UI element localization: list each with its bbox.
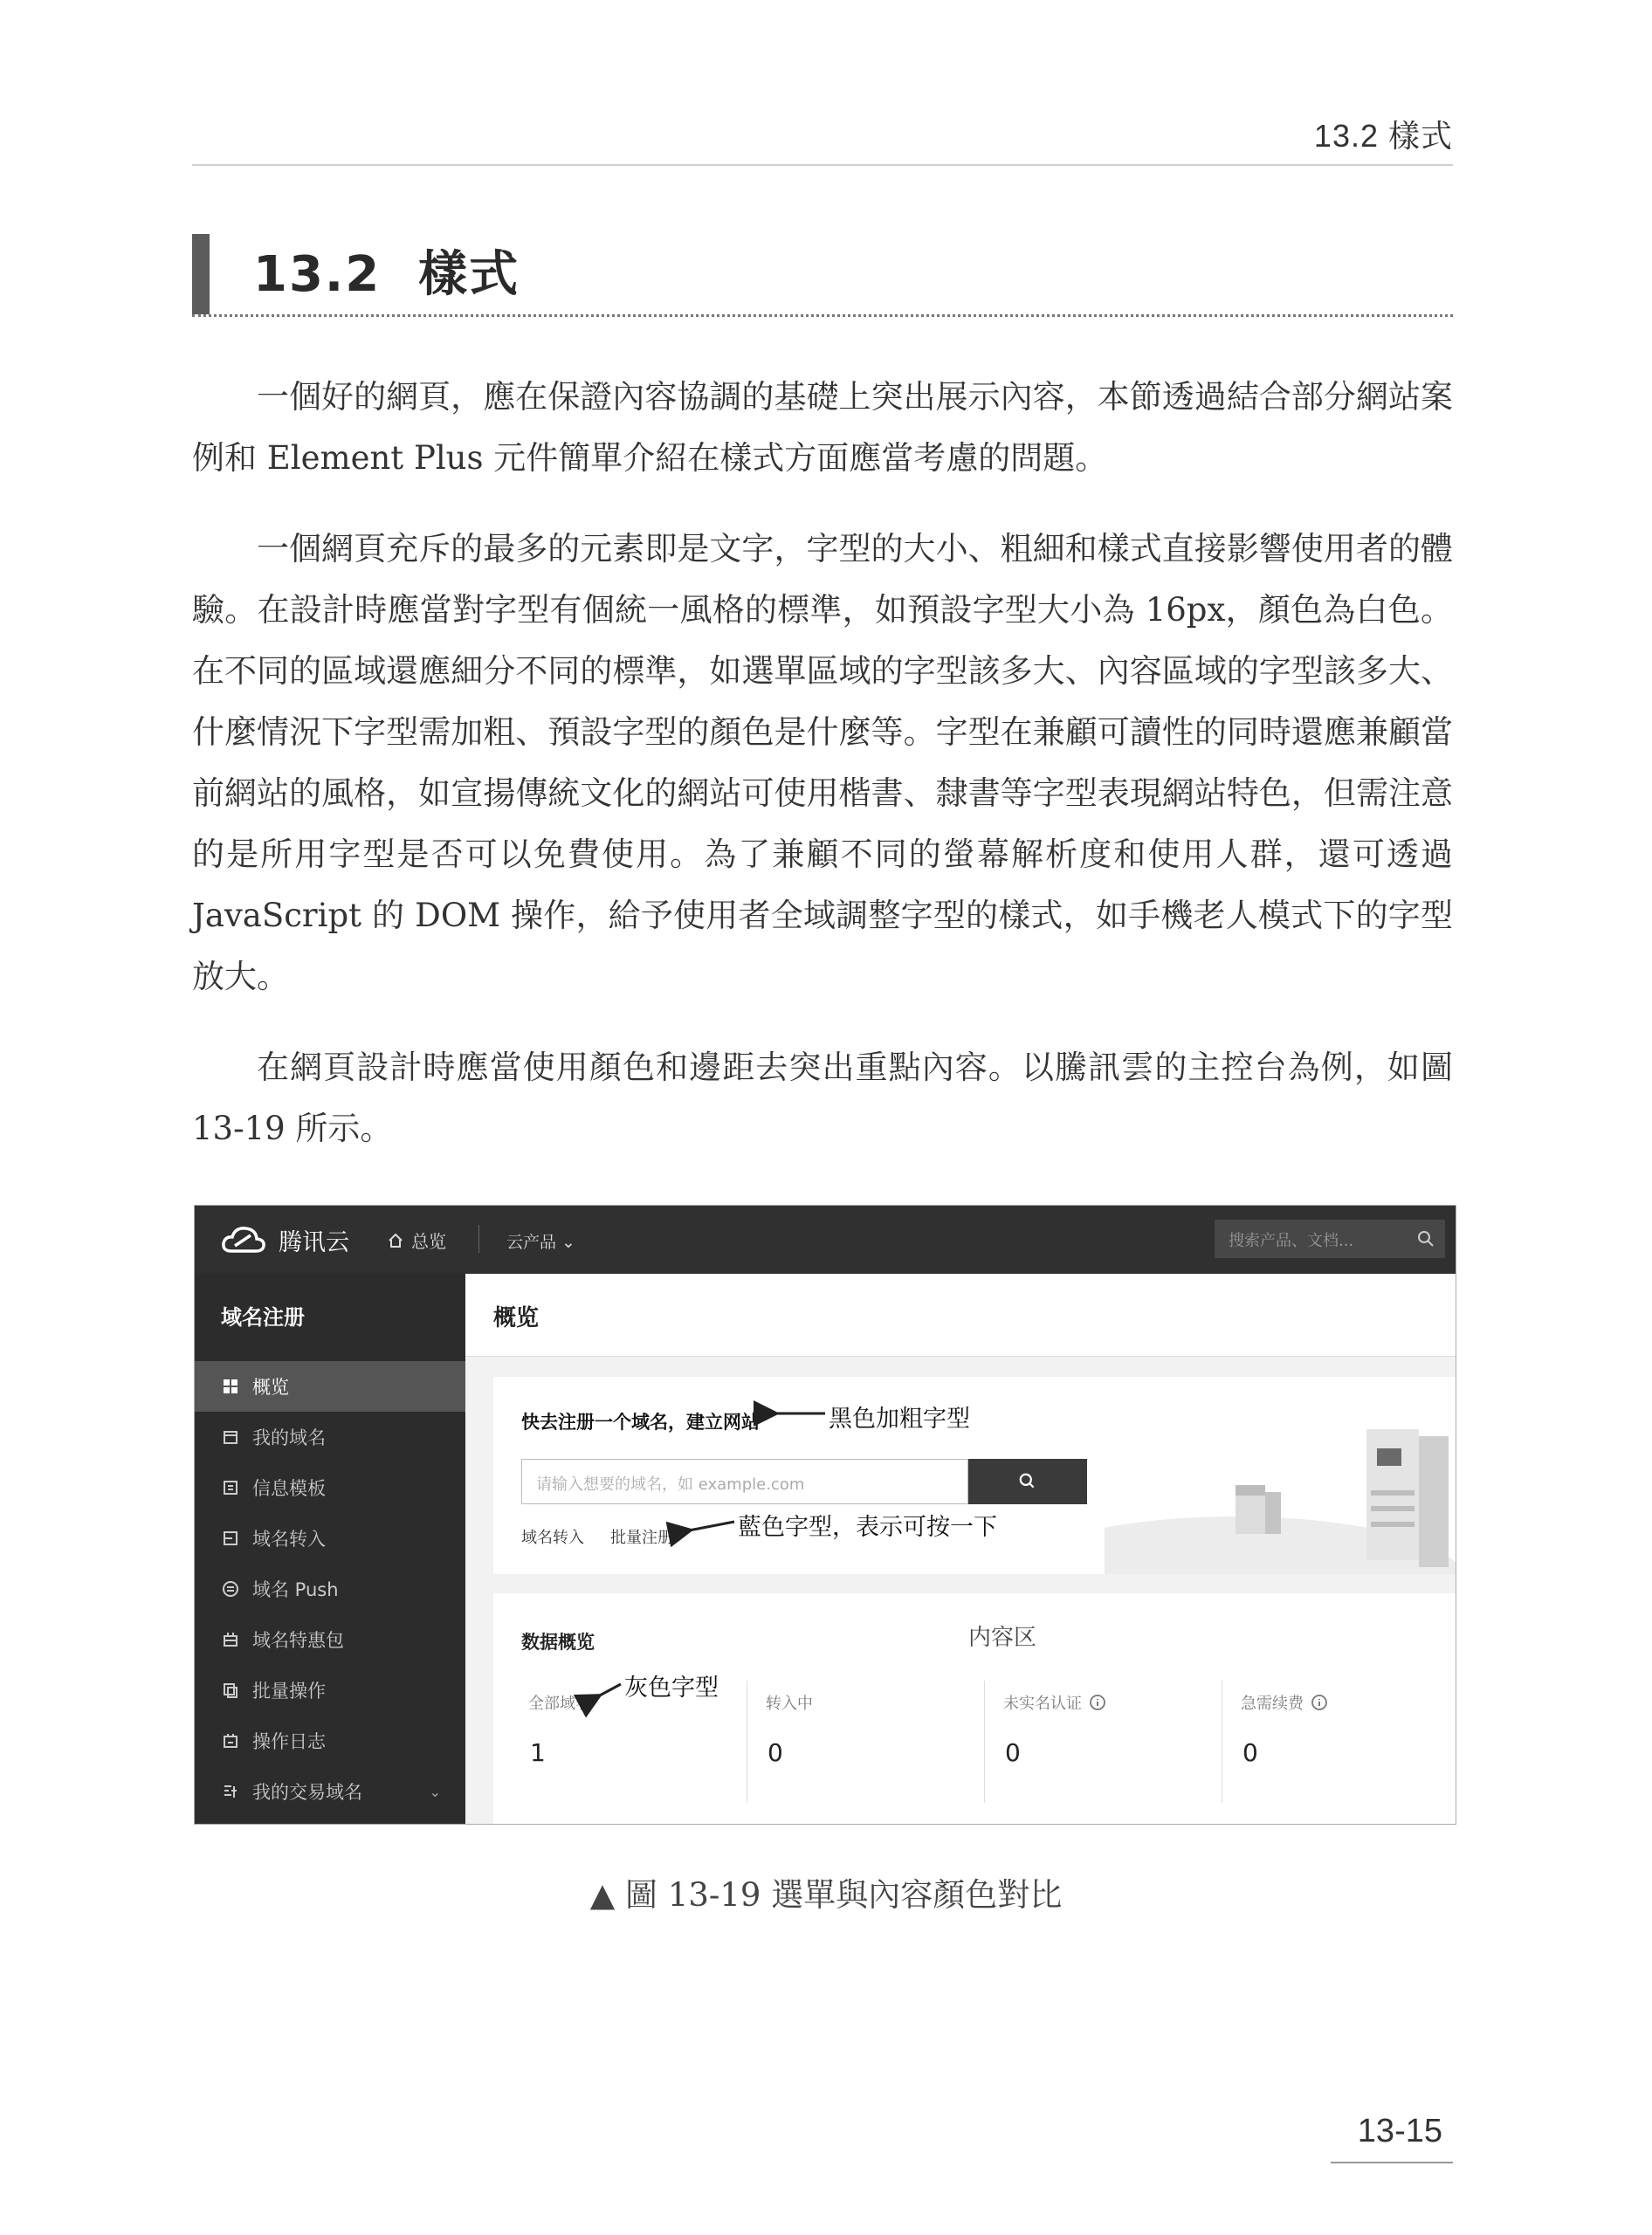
annotation-blue: 藍色字型，表示可按一下 [738,1514,997,1541]
stat-value: 0 [1005,1738,1021,1767]
section-number: 13.2 [253,246,382,303]
paragraph-3: 在網頁設計時應當使用顏色和邊距去突出重點內容。以騰訊雲的主控台為例，如圖 13-19 所示。 [192,1049,1453,1147]
stat-value: 0 [1242,1738,1258,1767]
content-area-label: 内容区 [968,1625,1037,1651]
running-head: 13.2 樣式 [1313,118,1453,154]
chevron-down-icon[interactable]: ⌄ [429,1783,441,1800]
section-title-text: 樣式 [418,246,520,303]
register-heading: 快去注册一个域名，建立网站 [521,1412,760,1433]
annotation-gray: 灰色字型 [624,1675,719,1702]
stat-label-text: 未实名认证 [1003,1695,1082,1713]
sidebar-item-label: 操作日志 [252,1731,326,1752]
nav-overview-label: 总览 [411,1231,446,1252]
page-title: 概览 [493,1305,540,1331]
transfer-in-link[interactable]: 域名转入 [521,1529,584,1547]
stat-label-text: 转入中 [766,1695,813,1713]
stat-value: 1 [530,1738,546,1767]
paragraph-2: 一個網頁充斥的最多的元素即是文字，字型的大小、粗細和樣式直接影響使用者的體驗。在設計時應當對字型有個統一風格的標準，如預設字型大小為 16px，顏色為白色。在不同的區域還應細分不同的標準，如選單區域的字型該多大、內容區域的字型該多大、什麼情況下字型需加粗、預設字型的顏色是什麼等。字型在兼顧可讀性的同時還應兼顧當前網站的風格，如宣揚傳統文化的網站可使用楷書、隸書等字型表現網站特色，但需注意的是所用字型是否可以免費使用。為了兼顧不同的螢幕解析度和使用人群，還可透過 JavaScript 的 DOM 操作，給予使用者全域調整字型的樣式，如手機老人模式下的字型放大。 [192,530,1453,995]
batch-register-link[interactable]: 批量注册 [610,1529,673,1547]
data-overview-title: 数据概览 [521,1632,595,1653]
sidebar-item-label: 域名 Push [252,1579,339,1600]
stat-value: 0 [767,1738,783,1767]
sidebar-item-label: 域名转入 [252,1529,326,1550]
sidebar-item-label: 概览 [252,1377,289,1398]
arrow-blue [689,1522,734,1530]
figure-screenshot [194,1205,1456,1825]
sidebar-item-label: 我的域名 [252,1427,326,1448]
nav-products-dropdown[interactable]: 云产品 ⌄ [506,1233,575,1252]
sidebar-item-label: 域名特惠包 [252,1630,344,1651]
sidebar-title: 域名注册 [221,1305,305,1330]
paragraph-1: 一個好的網頁，應在保證內容協調的基礎上突出展示內容，本節透過結合部分網站案例和 Element Plus 元件簡單介紹在樣式方面應當考慮的問題。 [192,378,1453,477]
domain-input-placeholder: 请输入想要的域名，如 example.com [536,1475,805,1494]
stat-label-text: 全部域名 [528,1695,591,1713]
sidebar-item-label: 批量操作 [252,1681,326,1702]
stat-label-text: 急需续费 [1241,1695,1304,1713]
brand-name[interactable]: 腾讯云 [279,1229,349,1256]
section-dotted-rule [192,314,1453,317]
annotation-bold-black: 黑色加粗字型 [829,1406,970,1433]
figure-caption: ▲ 圖 13-19 選單與內容顏色對比 [589,1876,1063,1914]
header-rule [192,164,1453,166]
page-number: 13-15 [1357,2113,1442,2149]
arrow-gray [598,1684,621,1696]
sidebar-item-label: 信息模板 [252,1478,326,1499]
sidebar-item-label: 我的交易域名 [252,1782,362,1803]
top-search-placeholder: 搜索产品、文档... [1229,1232,1354,1250]
section-title [253,236,520,306]
page-number-rule [1331,2162,1453,2163]
section-marker-bar [192,234,210,314]
